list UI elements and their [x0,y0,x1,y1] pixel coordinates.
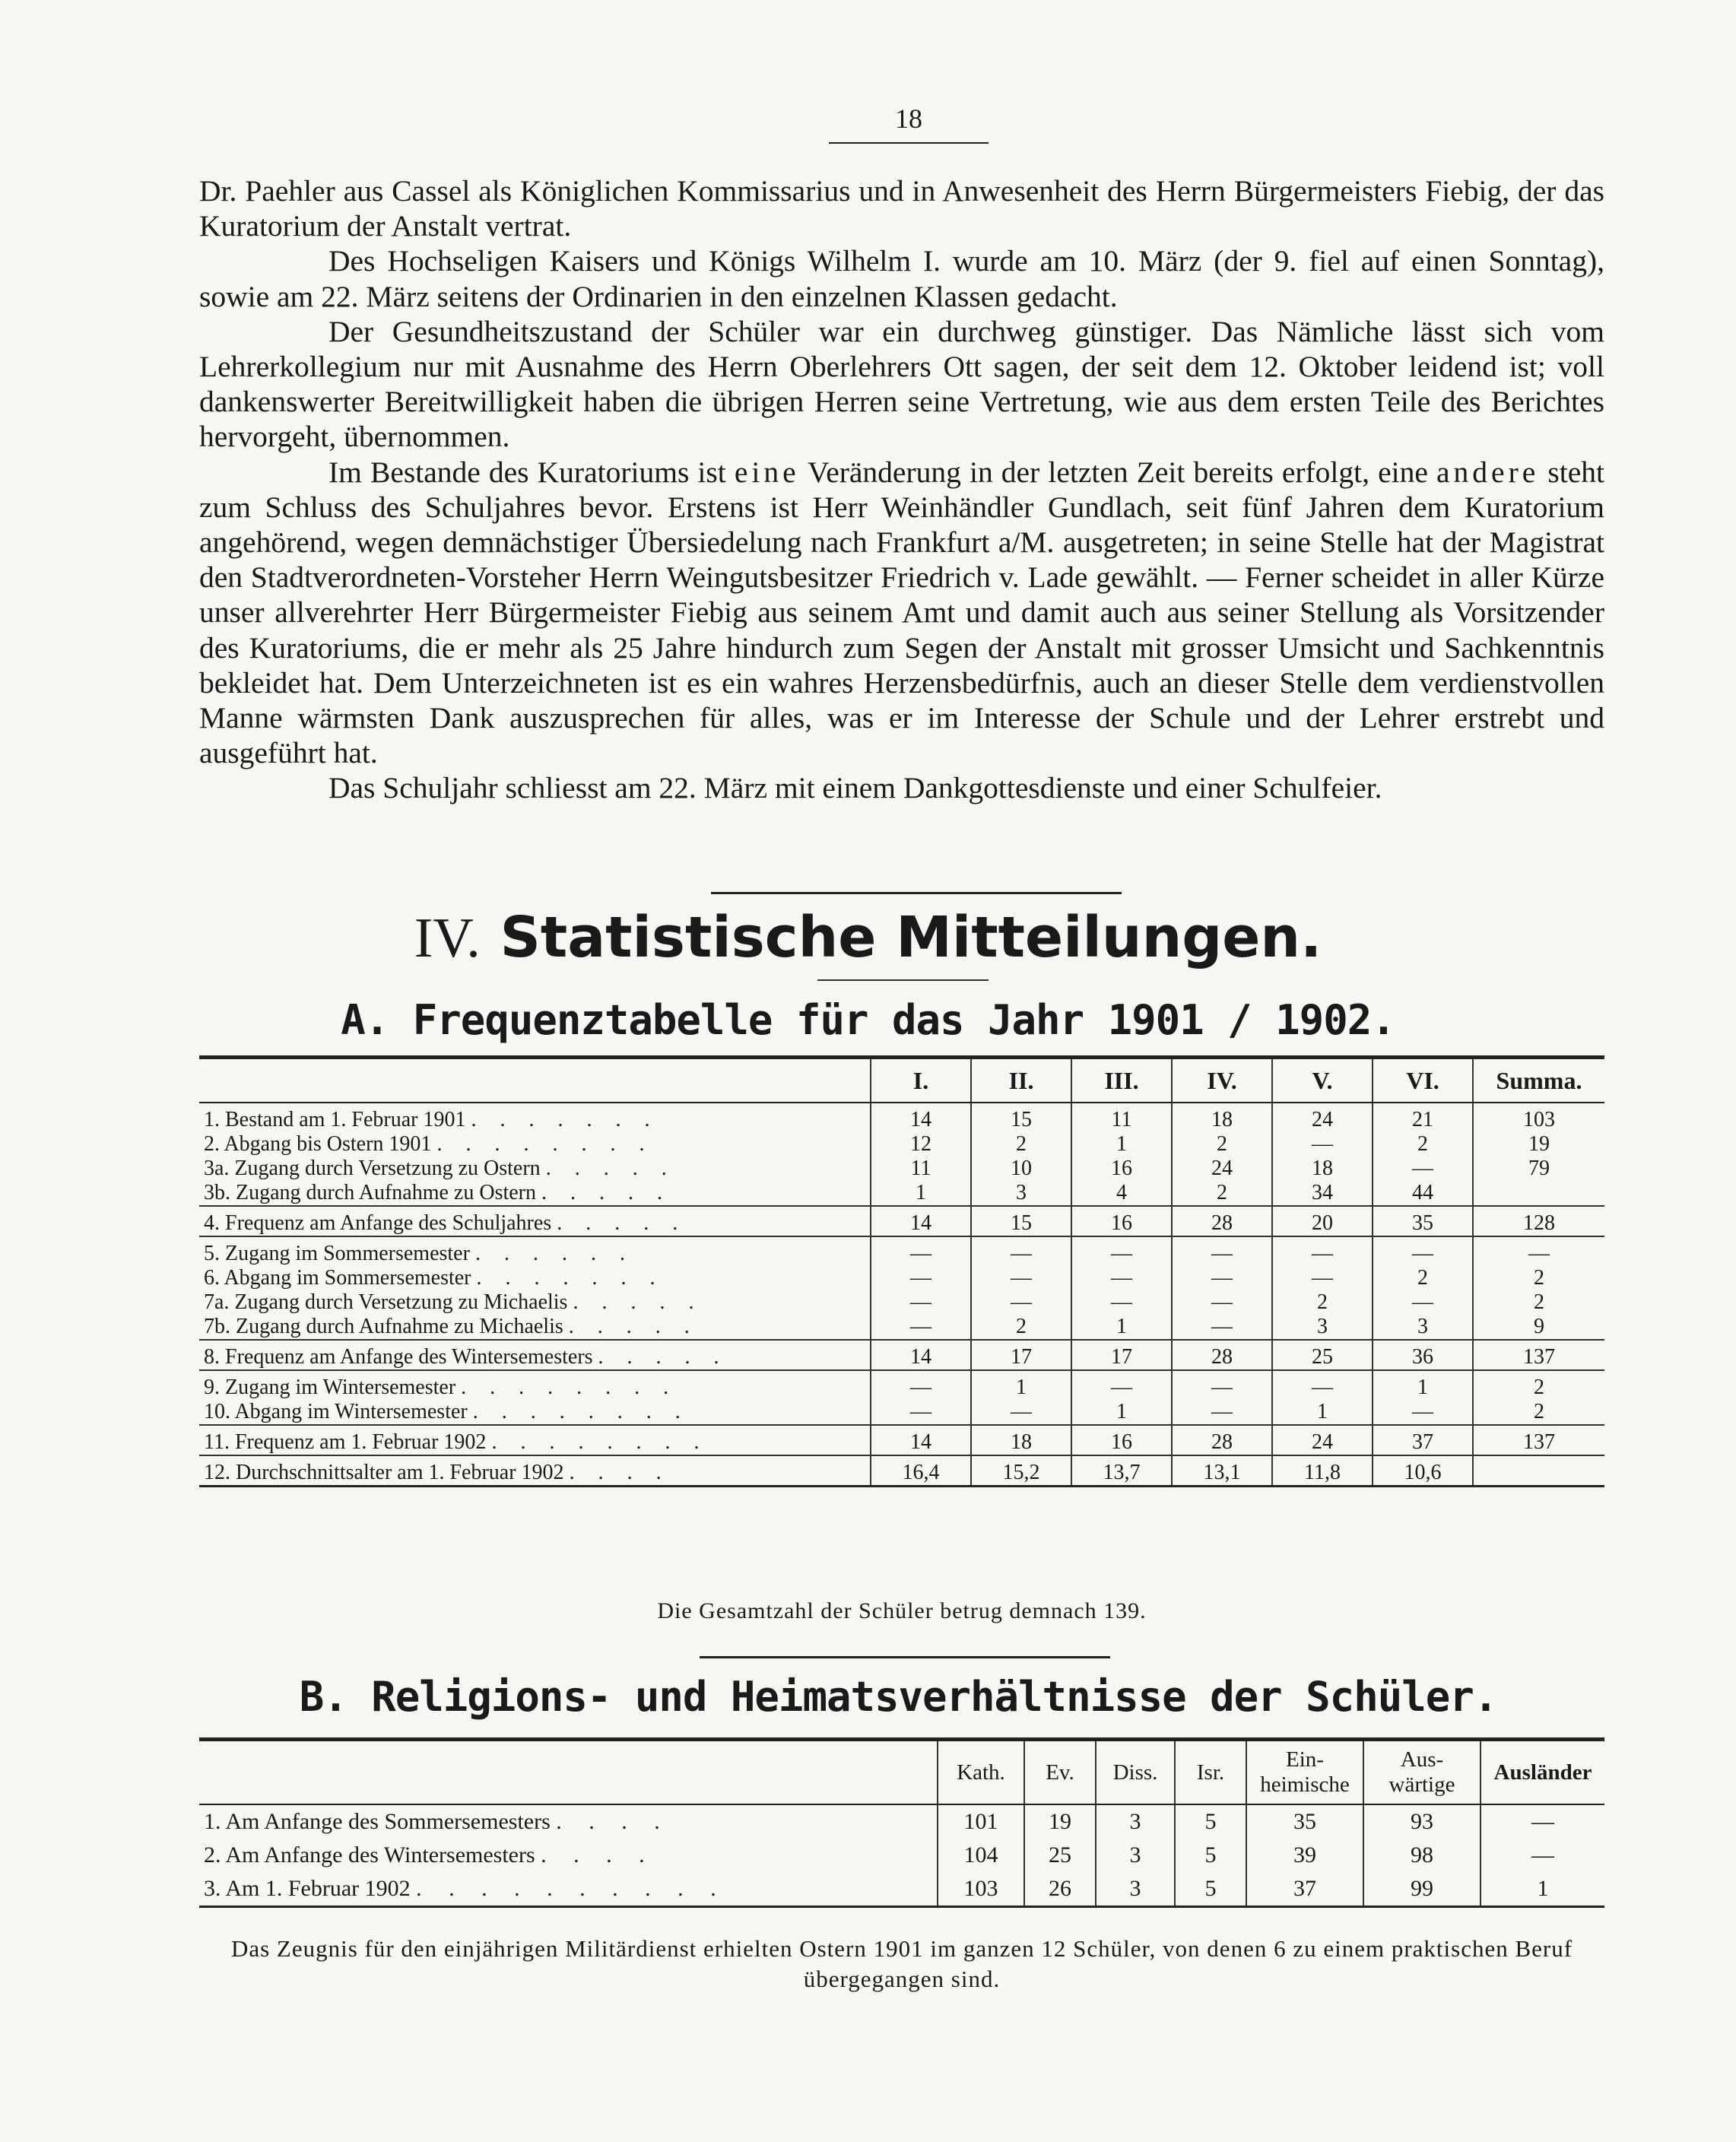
table-cell: 24 [1172,1157,1272,1181]
table-cell: 11 [871,1157,971,1181]
table-cell: 2 [971,1132,1071,1157]
table-cell: 4 [1071,1181,1172,1206]
table-cell: 3 [1096,1804,1175,1839]
table-cell: 9 [1473,1315,1604,1340]
table-row [199,1132,1604,1157]
leader-dots: . . . . . . . [476,1266,665,1290]
table-cell: 2 [1473,1370,1604,1400]
table-cell: 25 [1024,1839,1096,1872]
table-cell: 1 [871,1181,971,1206]
table-cell: — [971,1236,1071,1266]
table-row [199,1425,1604,1455]
row-label [199,1400,871,1425]
table-header-row [199,1740,1604,1805]
table-cell: — [1172,1236,1272,1266]
table-cell: 19 [1473,1132,1604,1157]
row-label [199,1206,871,1236]
row-label-text: 3. Am 1. Februar 1902 [204,1876,411,1901]
table-cell: 2 [1272,1290,1373,1315]
table-cell: 10 [971,1157,1071,1181]
frequency-table [199,1055,1604,1487]
table-cell: — [1373,1157,1473,1181]
table-row [199,1315,1604,1340]
table-cell: 28 [1172,1340,1272,1370]
row-label [199,1181,871,1206]
row-label-text: 4. Frequenz am Anfange des Schuljahres [204,1211,552,1235]
row-label [199,1804,938,1839]
table-cell: — [1481,1839,1604,1872]
row-label-text: 12. Durchschnittsalter am 1. Februar 1902 [204,1461,564,1484]
column-header: IV. [1172,1058,1272,1103]
table-cell: 34 [1272,1181,1373,1206]
section-title: Statistische Mitteilungen. [500,905,1322,970]
table-cell: 2 [1473,1266,1604,1290]
emphasis-eine: eine [734,455,800,489]
table-cell: — [1272,1266,1373,1290]
table-cell: 13,7 [1071,1455,1172,1487]
column-header: II. [971,1058,1071,1103]
table-cell: — [1373,1290,1473,1315]
table-row [199,1103,1604,1132]
table-cell: — [871,1370,971,1400]
table-cell: 35 [1246,1804,1363,1839]
table-cell: 17 [971,1340,1071,1370]
body-text [199,173,1604,806]
row-label-text: 11. Frequenz am 1. Februar 1902 [204,1430,487,1454]
religion-rows [199,1804,1604,1907]
table-cell: 1 [1373,1370,1473,1400]
table-cell: — [1373,1236,1473,1266]
row-label [199,1132,871,1157]
table-cell: 14 [871,1103,971,1132]
table-b-title: B. Religions- und Heimatsverhältnisse der Schüler. [299,1673,1498,1721]
table-cell: 36 [1373,1340,1473,1370]
leader-dots: . . . . . . . [471,1108,659,1131]
paragraph-4-part-e: steht zum Schluss des Schuljahres bevor. Erstens ist Herr Weinhändler Gundlach, seit fünf Jahren dem Kuratorium angehörend, wegen demnächstiger Übersiedelung nach Frankfurt a/M. ausgetreten; in seine Stelle hat der Magistrat den Stadtverordneten-Vorsteher Herrn Weingutsbesitzer Friedrich v. Lade gewählt. — Ferner scheidet in aller Kürze unser allverehrter Herr Bürgermeister Fiebig aus seinem Amt und damit auch aus seiner Stellung als Vorsitzender des Kuratoriums, die er mehr als 25 Jahre hindurch zum Segen der Anstalt mit grosser Umsicht und Sachkenntnis bekleidet hat. Dem Unterzeichneten ist es ein wahres Herzensbedürfnis, auch an dieser Stelle dem verdienstvollen Manne wärmsten Dank auszusprechen für alles, was er im Interesse der Schule und der Lehrer erstrebt und ausgeführt hat. [199,455,1604,770]
table-row [199,1290,1604,1315]
table-cell: 2 [971,1315,1071,1340]
table-row [199,1370,1604,1400]
table-row [199,1206,1604,1236]
table-cell: — [871,1400,971,1425]
table-cell: 16,4 [871,1455,971,1487]
row-label [199,1370,871,1400]
table-cell: — [871,1290,971,1315]
table-cell: 3 [1096,1872,1175,1907]
table-cell: 1 [1071,1315,1172,1340]
label-column-header [199,1740,938,1805]
leader-dots: . . . . . [598,1345,728,1369]
table-cell: — [971,1290,1071,1315]
leader-dots: . . . . [569,1461,671,1484]
divider-rule [700,1656,1110,1658]
table-cell: 2 [1373,1132,1473,1157]
paragraph-4-part-a: Im Bestande des Kuratoriums ist [328,455,735,489]
table-row [199,1157,1604,1181]
row-label-text: 7a. Zugang durch Versetzung zu Michaelis [204,1290,568,1314]
column-header: Ausländer [1481,1740,1604,1805]
table-cell: 28 [1172,1425,1272,1455]
table-cell: — [1473,1236,1604,1266]
table-cell: 14 [871,1425,971,1455]
paragraph-3: Der Gesundheitszustand der Schüler war ein durchweg günstiger. Das Nämliche lässt sich vom Lehrerkollegium nur mit Ausnahme des Herrn Oberlehrers Ott sagen, der seit dem 12. Oktober leidend ist; voll dankenswerter Bereitwilligkeit haben die übrigen Herren seine Vertretung, wie aus dem ersten Teile des Berichtes hervorgeht, übernommen. [199,314,1604,454]
leader-dots: . . . . . . . . [461,1376,678,1399]
table-cell: — [1481,1804,1604,1839]
table-cell: 26 [1024,1872,1096,1907]
column-header: I. [871,1058,971,1103]
table-cell: 101 [938,1804,1024,1839]
table-cell: 128 [1473,1206,1604,1236]
row-label-text: 8. Frequenz am Anfange des Wintersemesters [204,1345,593,1369]
table-cell: 5 [1175,1839,1246,1872]
row-label-text: 7b. Zugang durch Aufnahme zu Michaelis [204,1315,563,1338]
table-cell: 19 [1024,1804,1096,1839]
table-cell: — [1272,1132,1373,1157]
table-cell: 1 [1071,1132,1172,1157]
table-cell: 15 [971,1206,1071,1236]
table-cell: 3 [971,1181,1071,1206]
table-cell: 28 [1172,1206,1272,1236]
leader-dots: . . . . . . . . [436,1132,654,1156]
table-cell: — [1071,1266,1172,1290]
paragraph-2: Des Hochseligen Kaisers und Königs Wilhelm I. wurde am 10. März (der 9. fiel auf einen Sonntag), sowie am 22. März seitens der Ordinarien in den einzelnen Klassen gedacht. [199,244,1604,313]
leader-dots: . . . . . . . . [491,1430,709,1454]
label-column-header [199,1058,871,1103]
row-label-text: 1. Bestand am 1. Februar 1901 [204,1108,466,1131]
leader-dots: . . . . . [541,1181,671,1204]
table-cell: — [871,1266,971,1290]
table-cell: 93 [1363,1804,1481,1839]
column-header: V. [1272,1058,1373,1103]
divider-rule [711,892,1122,894]
leader-dots: . . . . . [573,1290,703,1314]
table-cell: 21 [1373,1103,1473,1132]
table-cell: 18 [1172,1103,1272,1132]
leader-dots: . . . . [541,1842,655,1868]
table-cell [1473,1181,1604,1206]
row-label [199,1839,938,1872]
table-row [199,1839,1604,1872]
table-cell: 39 [1246,1839,1363,1872]
leader-dots: . . . . . [568,1315,699,1338]
row-label [199,1872,938,1907]
row-label [199,1157,871,1181]
table-cell: 10,6 [1373,1455,1473,1487]
table-cell: 24 [1272,1103,1373,1132]
row-label [199,1103,871,1132]
page-number: 18 [829,103,989,144]
row-label-text: 3b. Zugang durch Aufnahme zu Ostern [204,1181,536,1204]
row-label-text: 6. Abgang im Sommersemester [204,1266,471,1290]
table-cell: 2 [1172,1132,1272,1157]
table-cell: 137 [1473,1425,1604,1455]
table-cell: — [1071,1236,1172,1266]
table-row [199,1455,1604,1487]
row-label-text: 1. Am Anfange des Sommersemesters [204,1809,551,1834]
column-header: Kath. [938,1740,1024,1805]
table-cell: 15,2 [971,1455,1071,1487]
table-cell: 12 [871,1132,971,1157]
leader-dots: . . . . . . . . . . [416,1876,727,1901]
table-cell: 20 [1272,1206,1373,1236]
table-cell: 18 [971,1425,1071,1455]
table-cell: 16 [1071,1425,1172,1455]
row-label [199,1425,871,1455]
table-cell: — [1071,1370,1172,1400]
divider-rule-short [817,979,989,981]
row-label-text: 10. Abgang im Wintersemester [204,1400,468,1423]
table-a-title: A. Frequenztabelle für das Jahr 1901 / 1902. [341,996,1395,1044]
row-label [199,1315,871,1340]
leader-dots: . . . . . [557,1211,687,1235]
column-header: Diss. [1096,1740,1175,1805]
table-row [199,1266,1604,1290]
table-cell: 5 [1175,1804,1246,1839]
section-heading [0,905,1736,971]
column-header: Aus-wärtige [1363,1740,1481,1805]
table-cell: 15 [971,1103,1071,1132]
table-cell: 13,1 [1172,1455,1272,1487]
table-cell: 3 [1373,1315,1473,1340]
row-label [199,1266,871,1290]
table-cell: 103 [938,1872,1024,1907]
table-cell: 37 [1246,1872,1363,1907]
table-cell: 1 [1481,1872,1604,1907]
table-cell: 3 [1272,1315,1373,1340]
table-row [199,1400,1604,1425]
table-cell: — [1172,1315,1272,1340]
table-cell: 1 [1071,1400,1172,1425]
frequency-rows [199,1103,1604,1487]
row-label-text: 5. Zugang im Sommersemester [204,1242,470,1265]
row-label-text: 2. Abgang bis Ostern 1901 [204,1132,432,1156]
table-cell: 16 [1071,1206,1172,1236]
table-cell: — [1373,1400,1473,1425]
leader-dots: . . . . . . . . [472,1400,690,1423]
table-cell: 37 [1373,1425,1473,1455]
paragraph-5: Das Schuljahr schliesst am 22. März mit einem Dankgottesdienste und einer Schulfeier. [328,771,1382,805]
table-cell: — [1272,1236,1373,1266]
table-cell: 11,8 [1272,1455,1373,1487]
table-cell: 99 [1363,1872,1481,1907]
footer-note: Das Zeugnis für den einjährigen Militärdienst erhielten Ostern 1901 im ganzen 12 Schüler, von denen 6 zu einem praktischen Beruf übergegangen sind. [230,1935,1573,1992]
table-cell: 2 [1373,1266,1473,1290]
table-cell: — [871,1236,971,1266]
row-label [199,1455,871,1487]
table-cell: 103 [1473,1103,1604,1132]
table-cell: 11 [1071,1103,1172,1132]
table-cell: 44 [1373,1181,1473,1206]
table-cell: 17 [1071,1340,1172,1370]
table-cell: 14 [871,1340,971,1370]
paragraph-1: Dr. Paehler aus Cassel als Königlichen Kommissarius und in Anwesenheit des Herrn Bürgermeisters Fiebig, der das Kuratorium der Anstalt vertrat. [199,174,1604,243]
column-header: VI. [1373,1058,1473,1103]
row-label [199,1236,871,1266]
leader-dots: . . . . [556,1809,671,1834]
column-header: III. [1071,1058,1172,1103]
table-cell: 2 [1473,1290,1604,1315]
column-header: Isr. [1175,1740,1246,1805]
table-cell: 104 [938,1839,1024,1872]
column-header: Ein-heimische [1246,1740,1363,1805]
table-cell: — [971,1400,1071,1425]
table-row [199,1340,1604,1370]
table-cell: — [1172,1400,1272,1425]
table-cell: 1 [971,1370,1071,1400]
column-header: Summa. [1473,1058,1604,1103]
religion-table [199,1737,1604,1908]
section-numeral: IV. [414,907,481,969]
paragraph-4 [199,455,1604,771]
table-a-note: Die Gesamtzahl der Schüler betrug demnach 139. [657,1598,1147,1623]
table-cell: — [871,1315,971,1340]
table-cell [1473,1455,1604,1487]
table-cell: — [1172,1370,1272,1400]
row-label-text: 9. Zugang im Wintersemester [204,1376,456,1399]
table-cell: 3 [1096,1839,1175,1872]
table-cell: 2 [1172,1181,1272,1206]
table-cell: 18 [1272,1157,1373,1181]
table-cell: 25 [1272,1340,1373,1370]
table-row [199,1181,1604,1206]
table-cell: 16 [1071,1157,1172,1181]
table-row [199,1236,1604,1266]
table-cell: 35 [1373,1206,1473,1236]
row-label-text: 2. Am Anfange des Wintersemesters [204,1842,535,1868]
table-header-row [199,1058,1604,1103]
table-row [199,1804,1604,1839]
table-cell: — [971,1266,1071,1290]
row-label [199,1290,871,1315]
table-cell: 79 [1473,1157,1604,1181]
table-cell: 14 [871,1206,971,1236]
emphasis-andere: andere [1436,455,1540,489]
paragraph-4-part-c: Veränderung in der letzten Zeit bereits erfolgt, eine [799,455,1437,489]
table-cell: 5 [1175,1872,1246,1907]
table-cell: 98 [1363,1839,1481,1872]
table-row [199,1872,1604,1907]
leader-dots: . . . . . . [474,1242,634,1265]
table-cell: 24 [1272,1425,1373,1455]
row-label-text: 3a. Zugang durch Versetzung zu Ostern [204,1157,541,1180]
table-cell: 1 [1272,1400,1373,1425]
table-cell: — [1172,1290,1272,1315]
table-cell: — [1272,1370,1373,1400]
table-cell: 137 [1473,1340,1604,1370]
leader-dots: . . . . . [545,1157,676,1180]
table-cell: — [1172,1266,1272,1290]
column-header: Ev. [1024,1740,1096,1805]
row-label [199,1340,871,1370]
table-cell: 2 [1473,1400,1604,1425]
table-cell: — [1071,1290,1172,1315]
